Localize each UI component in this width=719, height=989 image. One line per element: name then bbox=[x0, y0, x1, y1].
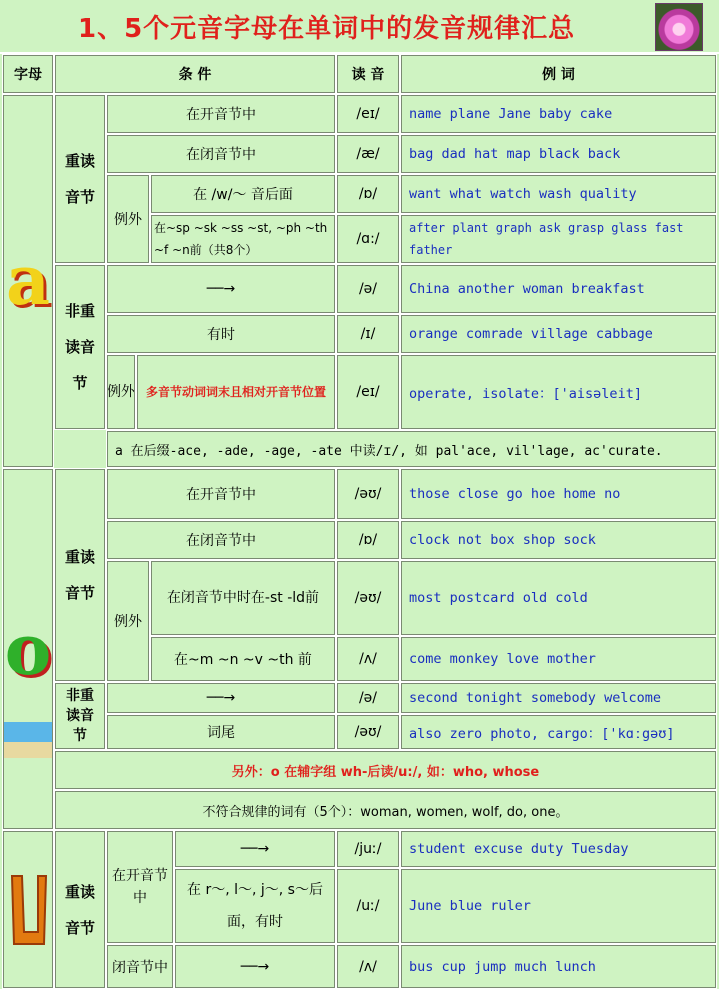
o-row4-examples: come monkey love mother bbox=[400, 636, 717, 682]
o-row2-ipa: /ɒ/ bbox=[336, 520, 400, 560]
u-stressed-label: 重读 音节 bbox=[54, 830, 106, 989]
a-row7-condition: 多音节动词词末且相对开音节位置 bbox=[136, 354, 336, 430]
o-row4-ipa: /ʌ/ bbox=[336, 636, 400, 682]
o-row3-condition: 在闭音节中时在-st -ld前 bbox=[150, 560, 336, 636]
o-row2-condition: 在闭音节中 bbox=[106, 520, 336, 560]
letter-o-cell bbox=[2, 468, 54, 830]
a-row4-condition: 在~sp ~sk ~ss ~st, ~ph ~th ~f ~n前（共8个） bbox=[150, 214, 336, 264]
a-row4-examples: after plant graph ask grasp glass fast father bbox=[400, 214, 717, 264]
u-row3-ipa: /ʌ/ bbox=[336, 944, 400, 989]
a-row4-ipa: /ɑ:/ bbox=[336, 214, 400, 264]
letter-a-glyph: a bbox=[5, 241, 51, 321]
a-exception2-label: 例外 bbox=[106, 354, 136, 430]
u-row1-ipa: /juː/ bbox=[336, 830, 400, 868]
a-row3-examples: want what watch wash quality bbox=[400, 174, 717, 214]
o-row4-condition: 在~m ~n ~v ~th 前 bbox=[150, 636, 336, 682]
o-row5-condition: ──→ bbox=[106, 682, 336, 714]
o-row1-ipa: /əʊ/ bbox=[336, 468, 400, 520]
a-row5-examples: China another woman breakfast bbox=[400, 264, 717, 314]
a-suffix-note: a 在后缀-ace, -ade, -age, -ate 中读/ɪ/, 如 pal'ace, vil'lage, ac'curate. bbox=[106, 430, 717, 468]
a-row2-condition: 在闭音节中 bbox=[106, 134, 336, 174]
a-row1-ipa: /eɪ/ bbox=[336, 94, 400, 134]
a-row3-ipa: /ɒ/ bbox=[336, 174, 400, 214]
header-examples: 例 词 bbox=[400, 54, 717, 94]
o-note-wh: 另外：o 在辅字组 wh-后读/u:/, 如：who, whose bbox=[54, 750, 717, 790]
o-stressed-label: 重读 音节 bbox=[54, 468, 106, 682]
o-row3-ipa: /əʊ/ bbox=[336, 560, 400, 636]
header-letter: 字母 bbox=[2, 54, 54, 94]
u-row2-condition: 在 r～, l～, j～, s～后面，有时 bbox=[174, 868, 336, 944]
o-exception-label: 例外 bbox=[106, 560, 150, 682]
o-row6-ipa: /əʊ/ bbox=[336, 714, 400, 750]
a-row6-ipa: /ɪ/ bbox=[336, 314, 400, 354]
letter-u-glyph bbox=[8, 870, 48, 950]
letter-o-glyph: o bbox=[4, 607, 52, 691]
a-row7-examples: operate, isolate：['aisəleit] bbox=[400, 354, 717, 430]
o-row3-examples: most postcard old cold bbox=[400, 560, 717, 636]
header-reading: 读 音 bbox=[336, 54, 400, 94]
u-row2-examples: June blue ruler bbox=[400, 868, 717, 944]
a-row6-examples: orange comrade village cabbage bbox=[400, 314, 717, 354]
beach-image bbox=[4, 722, 52, 758]
u-row3-examples: bus cup jump much lunch bbox=[400, 944, 717, 989]
a-unstressed-label: 非重 读音 节 bbox=[54, 264, 106, 430]
letter-a-cell bbox=[2, 94, 54, 468]
a-row5-ipa: /ə/ bbox=[336, 264, 400, 314]
u-row1-condition: ──→ bbox=[174, 830, 336, 868]
a-row1-examples: name plane Jane baby cake bbox=[400, 94, 717, 134]
o-row5-ipa: /ə/ bbox=[336, 682, 400, 714]
o-row6-condition: 词尾 bbox=[106, 714, 336, 750]
a-row1-condition: 在开音节中 bbox=[106, 94, 336, 134]
u-closed-label: 闭音节中 bbox=[106, 944, 174, 989]
u-row3-condition: ──→ bbox=[174, 944, 336, 989]
page-title: 1、5个元音字母在单词中的发音规律汇总 bbox=[78, 14, 576, 44]
title-bar bbox=[0, 0, 719, 54]
a-exception-label: 例外 bbox=[106, 174, 150, 264]
a-row2-examples: bag dad hat map black back bbox=[400, 134, 717, 174]
o-row5-examples: second tonight somebody welcome bbox=[400, 682, 717, 714]
header-condition: 条 件 bbox=[54, 54, 336, 94]
o-unstressed-label: 非重 读音 节 bbox=[54, 682, 106, 750]
u-row2-ipa: /uː/ bbox=[336, 868, 400, 944]
u-row1-examples: student excuse duty Tuesday bbox=[400, 830, 717, 868]
lotus-flower-image bbox=[655, 3, 703, 51]
a-row2-ipa: /æ/ bbox=[336, 134, 400, 174]
a-row7-ipa: /eɪ/ bbox=[336, 354, 400, 430]
a-row6-condition: 有时 bbox=[106, 314, 336, 354]
a-stressed-label: 重读 音节 bbox=[54, 94, 106, 264]
o-note-irregular: 不符合规律的词有（5个）：woman, women, wolf, do, one。 bbox=[54, 790, 717, 830]
o-row1-condition: 在开音节中 bbox=[106, 468, 336, 520]
letter-u-cell bbox=[2, 830, 54, 989]
o-row6-examples: also zero photo, cargo：['kɑːgəʊ] bbox=[400, 714, 717, 750]
o-row2-examples: clock not box shop sock bbox=[400, 520, 717, 560]
u-open-label: 在开音节中 bbox=[106, 830, 174, 944]
o-row1-examples: those close go hoe home no bbox=[400, 468, 717, 520]
a-row3-condition: 在 /w/～ 音后面 bbox=[150, 174, 336, 214]
a-row5-condition: ──→ bbox=[106, 264, 336, 314]
